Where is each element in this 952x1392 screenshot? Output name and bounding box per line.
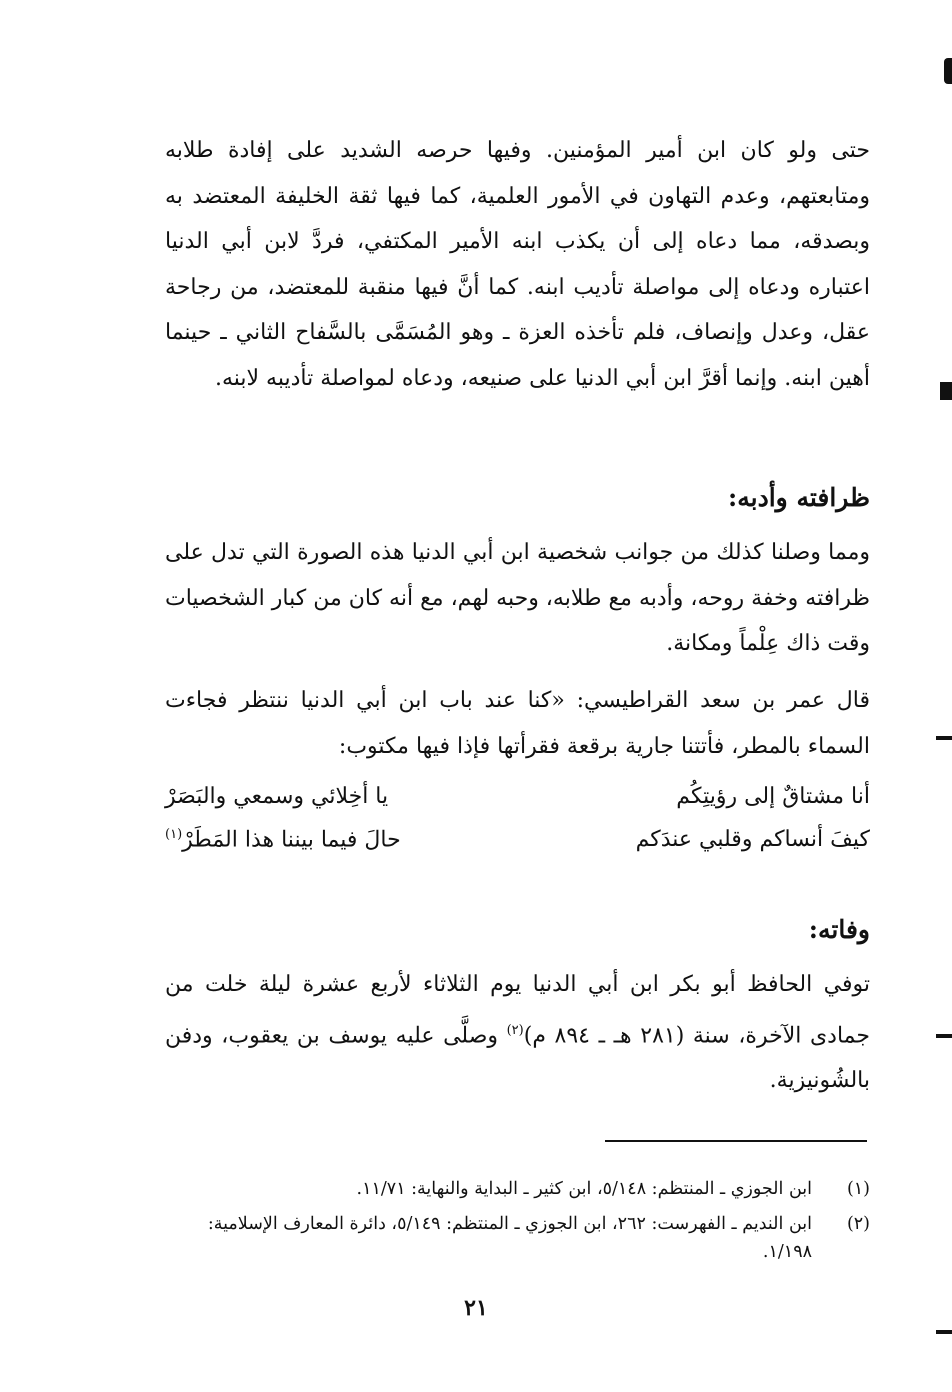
footnote-text: ابن النديم ـ الفهرست: ٢٦٢، ابن الجوزي ـ المنتظم: ٥/١٤٩، دائرة المعارف الإسلامية: ١/١٩٨. xyxy=(207,1214,812,1262)
scan-edge-mark xyxy=(936,1034,952,1038)
footnote xyxy=(165,1210,870,1266)
verse-second-hemistich-wrap xyxy=(165,827,401,852)
paragraph-top xyxy=(165,128,870,401)
body-text: ومما وصلنا كذلك من جوانب شخصية ابن أبي الدنيا هذه الصورة التي تدل على ظرافته وخفة روحه، وأدبه مع طلابه، وحبه لهم، مع أنه كان من كبار الشخصيات وقت ذاك عِلْماً ومكانة. xyxy=(165,540,871,656)
section-heading-wit xyxy=(165,478,870,518)
footnote-ref: (٢) xyxy=(506,1022,524,1038)
scan-edge-mark xyxy=(936,1330,952,1334)
heading-wit-and-manners: ظرافته وأدبه: xyxy=(728,483,870,512)
verse-second-hemistich: حالَ فيما بيننا هذا المَطَرْ xyxy=(182,827,401,853)
footnote-number: (٢) xyxy=(846,1214,870,1234)
body-text: قال عمر بن سعد القراطيسي: «كنا عند باب ابن أبي الدنيا ننتظر فجاءت السماء بالمطر، فأتتنا جارية برقعة فقرأتها فإذا فيها مكتوب: xyxy=(165,688,870,759)
verse-first-hemistich: كيفَ أنساكم وقلبي عندَكم xyxy=(635,827,870,852)
verse-first-hemistich: أنا مشتاقٌ إلى رؤيتِكُم xyxy=(676,784,870,809)
verse-line xyxy=(165,784,870,827)
body-text-part: وصلَّى عليه يوسف بن يعقوب، ودفن بالشُونيزية. xyxy=(165,1022,870,1094)
scan-edge-mark xyxy=(936,736,952,740)
section-heading-death xyxy=(165,910,870,950)
body-text xyxy=(165,962,870,1104)
paragraph-death xyxy=(165,962,870,1104)
verse-second-hemistich: يا أخِلائي وسمعي والبَصَرْ xyxy=(165,784,389,809)
page-number: ٢١ xyxy=(464,1295,488,1321)
body-text: حتى ولو كان ابن أمير المؤمنين. وفيها حرصه الشديد على إفادة طلابه ومتابعتهم، وعدم التهاون في الأمور العلمية، كما فيها ثقة الخليفة المعتضد به وبصدقه، مما دعاه إلى أن يكذب ابنه الأمير المكتفي، فردَّ لابن أبي الدنيا اعتباره ودعاه إلى مواصلة تأديب ابنه. كما أنَّ فيها منقبة للمعتضد، من رجاحة عقل، وعدل وإنصاف، فلم تأخذه العزة ـ وهو المُسَمَّى بالسَّفاح الثاني ـ حينما أهين ابنه. وإنما أقرَّ ابن أبي الدنيا على صنيعه، ودعاه لمواصلة تأديبه لابنه. xyxy=(165,138,870,391)
scan-edge-mark xyxy=(944,58,952,84)
scan-edge-mark xyxy=(940,382,952,400)
footnote-text: ابن الجوزي ـ المنتظم: ٥/١٤٨، ابن كثير ـ البداية والنهاية: ١١/٧١. xyxy=(356,1179,812,1199)
footnote-ref: (١) xyxy=(165,827,183,842)
heading-death: وفاته: xyxy=(808,915,870,944)
poem xyxy=(165,784,870,870)
verse-line xyxy=(165,827,870,870)
body-text-part: توفي الحافظ أبو بكر ابن أبي الدنيا يوم الثلاثاء لأربع عشرة ليلة خلت من جمادى الآخرة، سنة (٢٨١ هـ ـ ٨٩٤ م) xyxy=(165,972,870,1048)
footnote-number: (١) xyxy=(846,1179,870,1199)
paragraph-wit xyxy=(165,530,870,667)
footnote-separator xyxy=(605,1140,867,1142)
footnote xyxy=(165,1175,870,1203)
paragraph-quote xyxy=(165,678,870,769)
